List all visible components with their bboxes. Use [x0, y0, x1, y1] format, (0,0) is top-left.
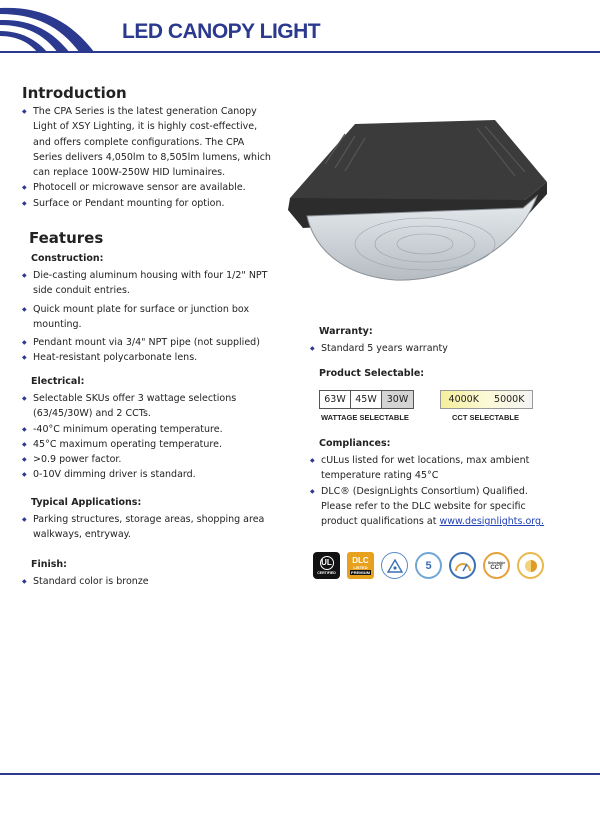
canopy-light-image	[285, 116, 555, 286]
dlc-website-link[interactable]: www.designlights.org.	[439, 516, 545, 528]
cct-badge-main: CCT	[490, 564, 503, 571]
electrical-item: ◆ 45°C maximum operating temperature.	[22, 437, 272, 452]
electrical-item: ◆ 0-10V dimming driver is standard.	[22, 467, 272, 482]
construction-list	[22, 268, 272, 366]
construction-item: ◆ Die-casting aluminum housing with four 1/2" NPT side conduit entries.	[22, 268, 272, 299]
construction-item: ◆ Pendant mount via 3/4" NPT pipe (not supplied)	[22, 335, 272, 350]
dlc-listed: LISTED	[353, 565, 368, 570]
dlc-premium: PREMIUM	[351, 570, 370, 575]
applications-item: ◆ Parking structures, storage areas, shopping area walkways, entryway.	[22, 512, 272, 543]
wattage-selector	[319, 390, 414, 409]
selectable-wattage-icon	[449, 552, 476, 579]
certification-badges	[313, 552, 551, 579]
intro-heading: Introduction	[22, 84, 127, 102]
page-title: LED CANOPY LIGHT	[122, 20, 321, 43]
dlc-text: DLC	[352, 556, 369, 565]
footer-rule	[0, 773, 600, 775]
ul-certified-badge	[313, 552, 340, 579]
wattage-option: 63W	[320, 391, 351, 408]
ul-sub: CERTIFIED	[317, 571, 336, 575]
construction-heading: Construction:	[31, 253, 104, 264]
electrical-item: ◆ >0.9 power factor.	[22, 452, 272, 467]
warranty-years: 5	[425, 559, 432, 572]
warranty-item: ◆ Standard 5 years warranty	[310, 341, 570, 356]
five-year-warranty-badge	[415, 552, 442, 579]
compliance-text: DLC® (DesignLights Consortium) Qualified. Please refer to the DLC website for specific product qualifications at	[321, 485, 528, 528]
wattage-option: 30W	[382, 391, 413, 408]
cct-label: CCT SELECTABLE	[452, 413, 519, 422]
selectable-cct-badge	[483, 552, 510, 579]
construction-item: ◆ Quick mount plate for surface or junction box mounting.	[22, 302, 272, 333]
construction-item: ◆ Heat-resistant polycarbonate lens.	[22, 350, 272, 365]
ul-mark: UL	[320, 556, 334, 570]
intro-item: ◆ Photocell or microwave sensor are available.	[22, 180, 272, 195]
header-rule	[0, 51, 600, 53]
intro-item: ◆ The CPA Series is the latest generation Canopy Light of XSY Lighting, it is highly cost-effective, and offers complete configurations. The CPA Series delivers 4,050lm to 8,505lm lumens, which can replace 100W-250W HID luminaires.	[22, 104, 272, 180]
features-heading: Features	[29, 229, 104, 247]
warranty-heading: Warranty:	[319, 326, 373, 337]
cct-option: 5000K	[494, 394, 525, 405]
compliance-item: ◆ cULus listed for wet locations, max ambient temperature rating 45°C	[310, 453, 560, 484]
product-selectable-heading: Product Selectable:	[319, 368, 425, 379]
dlc-premium-badge	[347, 552, 374, 579]
cct-selector	[440, 390, 533, 409]
warranty-list	[310, 341, 570, 356]
compliances-list	[310, 453, 560, 529]
electrical-item: ◆ Selectable SKUs offer 3 wattage selections (63/45/30W) and 2 CCTs.	[22, 391, 272, 422]
finish-heading: Finish:	[31, 559, 67, 570]
compliances-heading: Compliances:	[319, 438, 391, 449]
applications-list	[22, 512, 272, 543]
electrical-list	[22, 391, 272, 483]
wet-location-icon	[381, 552, 408, 579]
applications-heading: Typical Applications:	[31, 497, 142, 508]
intro-item: ◆ Surface or Pendant mounting for option.	[22, 196, 272, 211]
finish-item: ◆ Standard color is bronze	[22, 574, 272, 589]
compliance-item	[310, 484, 560, 530]
cct-option: 4000K	[448, 394, 479, 405]
wattage-label: WATTAGE SELECTABLE	[321, 413, 409, 422]
electrical-item: ◆ -40°C minimum operating temperature.	[22, 422, 272, 437]
intro-list	[22, 104, 272, 211]
header-swoosh-graphic	[0, 0, 120, 54]
page-header	[0, 0, 600, 56]
electrical-heading: Electrical:	[31, 376, 85, 387]
finish-list	[22, 574, 272, 589]
wattage-option: 45W	[351, 391, 382, 408]
cct-badge-top: Selectable	[487, 560, 506, 565]
dimming-icon	[517, 552, 544, 579]
